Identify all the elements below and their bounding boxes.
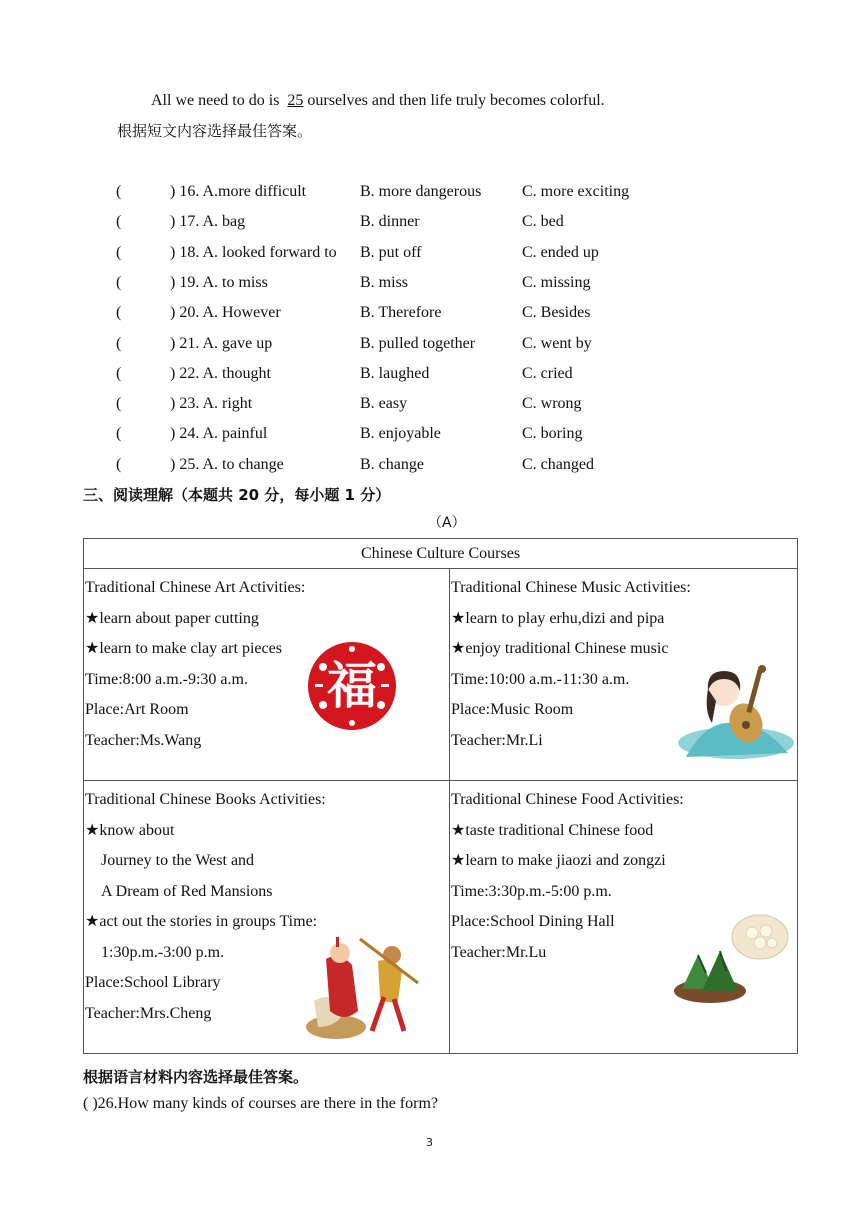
- option-c: C. changed: [522, 455, 594, 473]
- blank-25: 25: [287, 92, 304, 109]
- question-row: [0, 455, 860, 475]
- question-row: [0, 303, 860, 323]
- option-c: C. Besides: [522, 304, 591, 322]
- option-b: B. change: [360, 455, 424, 473]
- intro-post: ourselves and then life truly becomes colorful.: [307, 92, 605, 109]
- option-c: C. boring: [522, 425, 583, 443]
- option-c: C. bed: [522, 213, 564, 231]
- option-c: C. missing: [522, 273, 591, 291]
- books-time: 1:30p.m.-3:00 p.m.: [101, 943, 225, 961]
- option-a: ) 23. A. right: [170, 395, 253, 413]
- music-place: Place:Music Room: [451, 701, 574, 718]
- books-place: Place:School Library: [85, 974, 221, 991]
- option-b: B. dinner: [360, 213, 420, 231]
- option-b: B. put off: [360, 243, 422, 261]
- question-row: [0, 424, 860, 444]
- option-c: C. went by: [522, 334, 592, 352]
- option-c: C. wrong: [522, 395, 582, 413]
- music-item-1: ★learn to play erhu,dizi and pipa: [451, 609, 665, 627]
- option-a: ) 19. A. to miss: [170, 273, 268, 291]
- music-heading: Traditional Chinese Music Activities:: [451, 579, 691, 596]
- option-b: B. pulled together: [360, 334, 476, 352]
- question-row: [0, 212, 860, 232]
- question-row: [0, 364, 860, 384]
- option-a: ) 25. A. to change: [170, 455, 284, 473]
- music-teacher: Teacher:Mr.Li: [451, 731, 543, 749]
- art-teacher: Teacher:Ms.Wang: [85, 731, 202, 749]
- option-b: B. laughed: [360, 364, 430, 382]
- answer-paren: (: [116, 395, 122, 413]
- food-heading: Traditional Chinese Food Activities:: [451, 791, 684, 808]
- music-time: Time:10:00 a.m.-11:30 a.m.: [451, 670, 630, 688]
- page-number: 3: [426, 1136, 433, 1149]
- books-heading: Traditional Chinese Books Activities:: [85, 791, 326, 808]
- answer-paren: (: [116, 304, 122, 322]
- art-item-2: ★learn to make clay art pieces: [85, 640, 282, 657]
- question-row: [0, 243, 860, 263]
- art-item-1: ★learn about paper cutting: [85, 609, 259, 627]
- question-row: [0, 273, 860, 293]
- books-item-1: ★know about: [85, 821, 175, 839]
- option-b: B. miss: [360, 273, 409, 291]
- books-cell: [84, 781, 450, 1054]
- art-time: Time:8:00 a.m.-9:30 a.m.: [85, 670, 248, 688]
- answer-paren: (: [116, 213, 122, 231]
- paper-cut-fu-char: 福: [327, 657, 377, 715]
- option-a: ) 24. A. painful: [170, 425, 268, 443]
- option-a: ) 17. A. bag: [170, 213, 246, 231]
- music-item-2: ★enjoy traditional Chinese music: [451, 640, 669, 657]
- courses-table: [83, 538, 798, 1054]
- food-cell: [450, 781, 798, 1054]
- answer-paren: (: [116, 455, 122, 473]
- art-place: Place:Art Room: [85, 701, 189, 718]
- answer-paren: (: [116, 364, 122, 382]
- option-a: ) 18. A. looked forward to: [170, 243, 337, 261]
- option-c: C. more exciting: [522, 183, 630, 200]
- pipa-player-image: [676, 661, 794, 761]
- art-heading: Traditional Chinese Art Activities:: [85, 579, 306, 596]
- books-item-2: ★act out the stories in groups Time:: [85, 913, 318, 930]
- answer-paren: (: [116, 183, 122, 200]
- part-label: （A）: [428, 515, 466, 531]
- answer-paren: (: [116, 425, 122, 443]
- option-a: ) 22. A. thought: [170, 364, 271, 382]
- option-b: B. Therefore: [360, 304, 442, 322]
- book-journey-west: Journey to the West and: [101, 852, 255, 869]
- option-a: ) 16. A.more difficult: [170, 183, 307, 200]
- question-26: ( )26.How many kinds of courses are there in the form?: [83, 1095, 438, 1112]
- option-b: B. more dangerous: [360, 183, 482, 200]
- option-c: C. ended up: [522, 243, 599, 261]
- food-item-1: ★taste traditional Chinese food: [451, 821, 654, 839]
- answer-paren: (: [116, 243, 122, 261]
- food-teacher: Teacher:Mr.Lu: [451, 943, 547, 961]
- answer-paren: (: [116, 273, 122, 291]
- book-red-mansions: A Dream of Red Mansions: [101, 882, 273, 900]
- table-title: Chinese Culture Courses: [84, 539, 798, 569]
- food-time: Time:3:30p.m.-5:00 p.m.: [451, 882, 612, 900]
- intro-sentence: [151, 91, 605, 111]
- question-row: [0, 182, 860, 202]
- monkey-king-image: [300, 931, 424, 1043]
- option-b: B. easy: [360, 395, 408, 413]
- option-b: B. enjoyable: [360, 425, 441, 443]
- paper-cut-fu-image: [303, 637, 401, 735]
- food-item-2: ★learn to make jiaozi and zongzi: [451, 852, 666, 869]
- section-title: 三、阅读理解（本题共 20 分，每小题 1 分）: [83, 486, 391, 504]
- option-c: C. cried: [522, 364, 573, 382]
- question-row: [0, 334, 860, 354]
- instruction-cloze: 根据短文内容选择最佳答案。: [117, 122, 313, 140]
- art-cell: [84, 569, 450, 781]
- music-cell: [450, 569, 798, 781]
- option-a: ) 21. A. gave up: [170, 334, 273, 352]
- answer-paren: (: [116, 334, 122, 352]
- food-place: Place:School Dining Hall: [451, 913, 615, 930]
- intro-pre: All we need to do is: [151, 92, 280, 109]
- zongzi-jiaozi-image: [672, 909, 790, 1009]
- instruction-reading: 根据语言材料内容选择最佳答案。: [83, 1068, 309, 1086]
- option-a: ) 20. A. However: [170, 304, 281, 322]
- books-teacher: Teacher:Mrs.Cheng: [85, 1004, 212, 1022]
- question-row: [0, 394, 860, 414]
